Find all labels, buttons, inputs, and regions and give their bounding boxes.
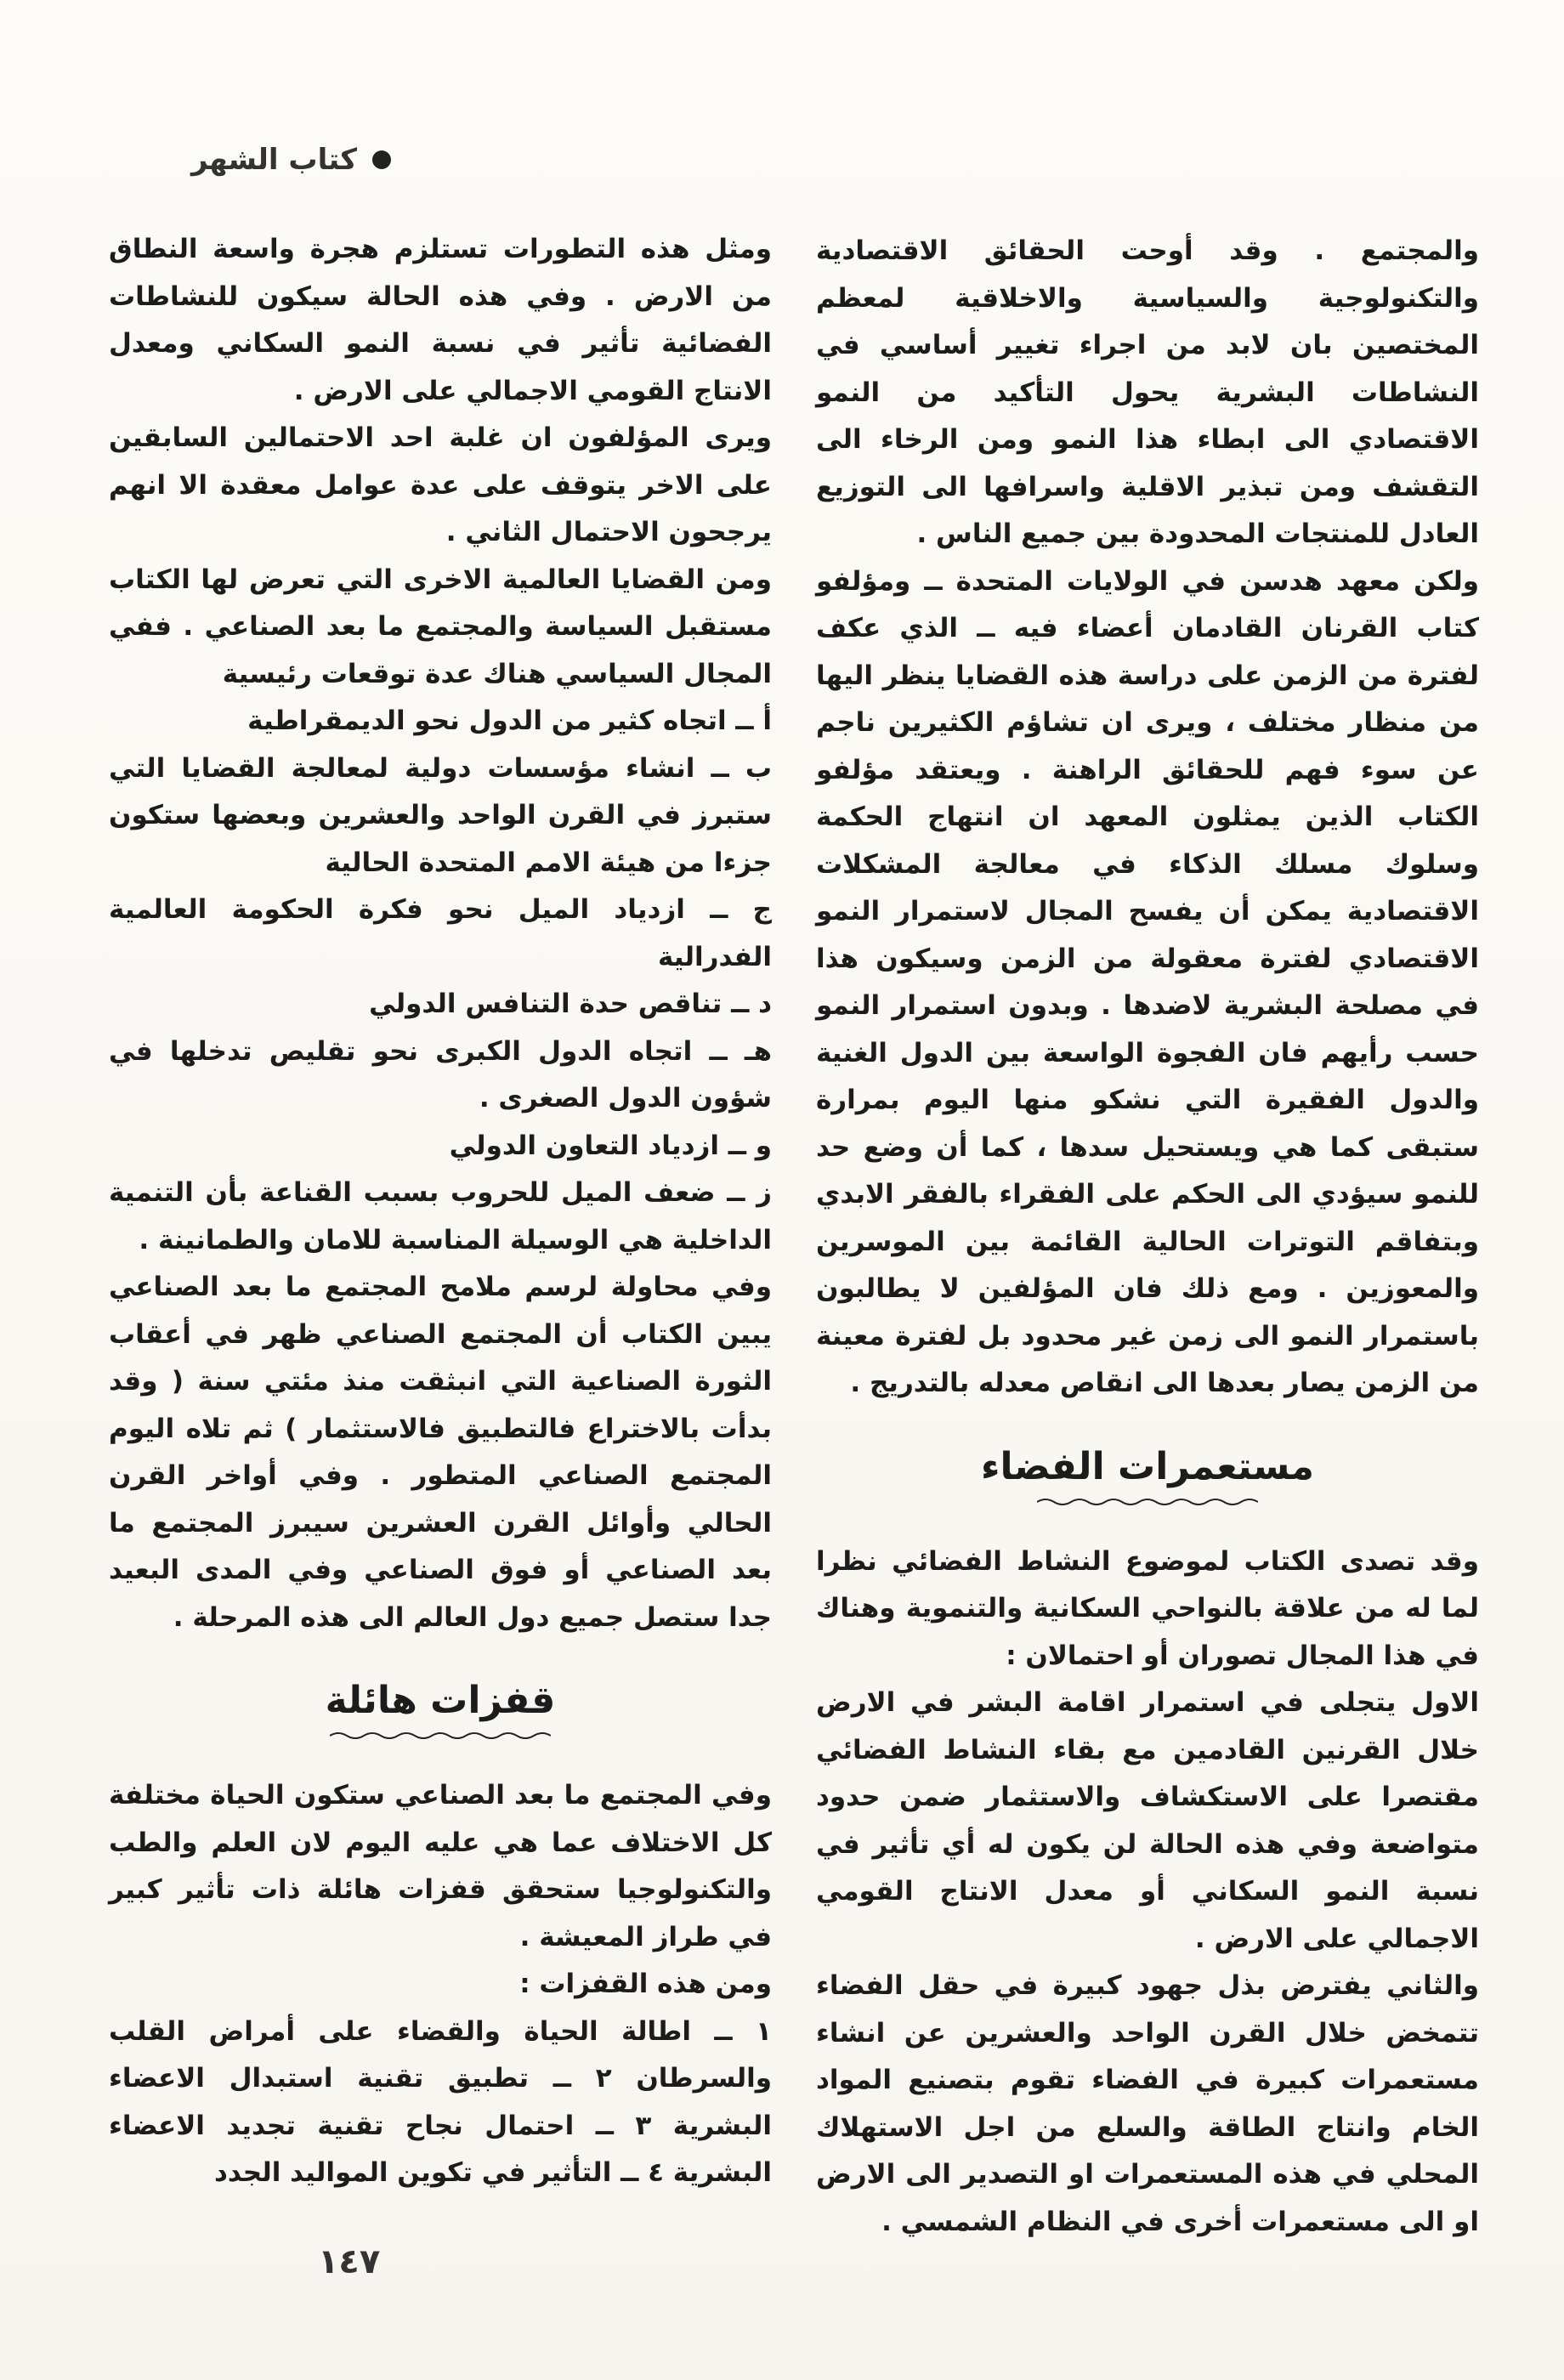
paragraph: والمجتمع . وقد أوحت الحقائق الاقتصادية والتكنولوجية والسياسية والاخلاقية لمعظم المختصين بان لابد من اجراء تغيير أساسي في النشاطات البشرية يحول التأكيد من النمو الاقتصادي الى ابطاء هذا النمو ومن الرخاء الى التقشف ومن تبذير الاقلية واسرافها الى التوزيع العادل للمنتجات المحدودة بين جميع الناس . <box>816 235 1479 549</box>
paragraph: والثاني يفترض بذل جهود كبيرة في حقل الفضاء تتمخض خلال القرن الواحد والعشرين عن انشاء مستعمرات كبيرة في الفضاء تقوم بتصنيع المواد الخام وانتاج الطاقة والسلع من اجل الاستهلاك المحلي في هذه المستعمرات او التصدير الى الارض او الى مستعمرات أخرى في النظام الشمسي . <box>816 1970 1479 2237</box>
paragraph: وفي محاولة لرسم ملامح المجتمع ما بعد الصناعي يبين الكتاب أن المجتمع الصناعي ظهر في أعقاب الثورة الصناعية التي انبثقت منذ مئتي سنة ( وقد بدأت بالاختراع فالتطبيق فالاستثمار ) ثم تلاه اليوم المجتمع الصناعي المتطور . وفي أواخر القرن الحالي وأوائل القرن العشرين سيبرز المجتمع ما بعد الصناعي أو فوق الصناعي وفي المدى البعيد جدا ستصل جميع دول العالم الى هذه المرحلة . <box>109 1272 772 1633</box>
paragraph: ومن هذه القفزات : <box>519 1969 772 1999</box>
bullet-icon <box>372 150 391 169</box>
paragraph: ولكن معهد هدسن في الولايات المتحدة ــ ومؤلفو كتاب القرنان القادمان أعضاء فيه ــ الذي عكف لفترة من الزمن على دراسة هذه القضايا ينظر اليها من منظار مختلف ، ويرى ان تشاؤم الكثيرين ناجم عن سوء فهم للحقائق الراهنة . ويعتقد مؤلفو الكتاب الذين يمثلون المعهد ان انتهاج الحكمة وسلوك مسلك الذكاء في معالجة المشكلات الاقتصادية يمكن أن يفسح المجال لاستمرار النمو الاقتصادي لفترة معقولة من الزمن وسيكون هذا في مصلحة البشرية لاضدها . وبدون استمرار النمو حسب رأيهم فان الفجوة الواسعة بين الدول الغنية والدول الفقيرة التي نشكو منها اليوم بمرارة ستبقى كما هي ويستحيل سدها ، كما أن وضع حد للنمو سيؤدي الى الحكم على الفقراء بالفقر الابدي وبتفاقم التوترات الحالية القائمة بين الموسرين والمعوزين . ومع ذلك فان المؤلفين لا يطالبون باستمرار النمو الى زمن غير محدود بل لفترة معينة من الزمن يصار بعدها الى انقاص معدله بالتدريج . <box>816 565 1479 1398</box>
paragraph: وفي المجتمع ما بعد الصناعي ستكون الحياة مختلفة كل الاختلاف عما هي عليه اليوم لان العلم والطب والتكنولوجيا ستحقق قفزات هائلة ذات تأثير كبير في طراز المعيشة . <box>109 1780 772 1952</box>
list-item: ب ــ انشاء مؤسسات دولية لمعالجة القضايا التي ستبرز في القرن الواحد والعشرين وبعضها ستكون جزءا من هيئة الامم المتحدة الحالية <box>109 752 772 878</box>
left-column <box>109 226 772 2197</box>
paragraph: وقد تصدى الكتاب لموضوع النشاط الفضائي نظرا لما له من علاقة بالنواحي السكانية والتنموية وهناك في هذا المجال تصوران أو احتمالان : <box>816 1545 1479 1671</box>
paragraph: الاول يتجلى في استمرار اقامة البشر في الارض خلال القرنين القادمين مع بقاء النشاط الفضائي مقتصرا على الاستكشاف والاستثمار ضمن حدود متواضعة وفي هذه الحالة لن يكون له أي تأثير في نسبة النمو السكاني أو معدل الانتاج القومي الاجمالي على الارض . <box>816 1687 1479 1954</box>
section-heading-text: قفزات هائلة <box>325 1679 556 1722</box>
section-heading-text: مستعمرات الفضاء <box>981 1444 1314 1488</box>
paragraph: ١ ــ اطالة الحياة والقضاء على أمراض القلب والسرطان ٢ ــ تطبيق تقنية استبدال الاعضاء البشرية ٣ ــ احتمال نجاح تقنية تجديد الاعضاء البشرية ٤ ــ التأثير في تكوين المواليد الجدد <box>109 2015 772 2188</box>
list-item: أ ــ اتجاه كثير من الدول نحو الديمقراطية <box>247 706 772 736</box>
page-number: ١٤٧ <box>318 2242 381 2281</box>
paragraph: ويرى المؤلفون ان غلبة احد الاحتمالين السابقين على الاخر يتوقف على عدة عوامل معقدة الا انهم يرجحون الاحتمال الثاني . <box>109 422 772 547</box>
paragraph: ومثل هذه التطورات تستلزم هجرة واسعة النطاق من الارض . وفي هذه الحالة سيكون للنشاطات الفضائية تأثير في نسبة النمو السكاني ومعدل الانتاج القومي الاجمالي على الارض . <box>109 234 772 406</box>
list-item: هـ ــ اتجاه الدول الكبرى نحو تقليص تدخلها في شؤون الدول الصغرى . <box>109 1035 772 1114</box>
list-item: ج ــ ازدياد الميل نحو فكرة الحكومة العالمية الفدرالية <box>109 894 772 972</box>
wave-underline-icon <box>1037 1496 1258 1508</box>
list-item: د ــ تناقص حدة التنافس الدولي <box>369 989 772 1019</box>
wave-underline-icon <box>330 1730 551 1742</box>
paragraph: ومن القضايا العالمية الاخرى التي تعرض لها الكتاب مستقبل السياسة والمجتمع ما بعد الصناعي . ففي المجال السياسي هناك عدة توقعات رئيسية <box>109 564 772 689</box>
header-title: كتاب الشهر <box>190 143 357 177</box>
list-item: ز ــ ضعف الميل للحروب بسبب القناعة بأن التنمية الداخلية هي الوسيلة المناسبة للامان والطمانينة . <box>109 1177 772 1255</box>
section-heading <box>816 1442 1479 1508</box>
list-item: و ــ ازدياد التعاون الدولي <box>449 1130 772 1161</box>
section-heading <box>109 1675 772 1742</box>
header <box>191 143 391 177</box>
right-column <box>816 228 1479 2246</box>
